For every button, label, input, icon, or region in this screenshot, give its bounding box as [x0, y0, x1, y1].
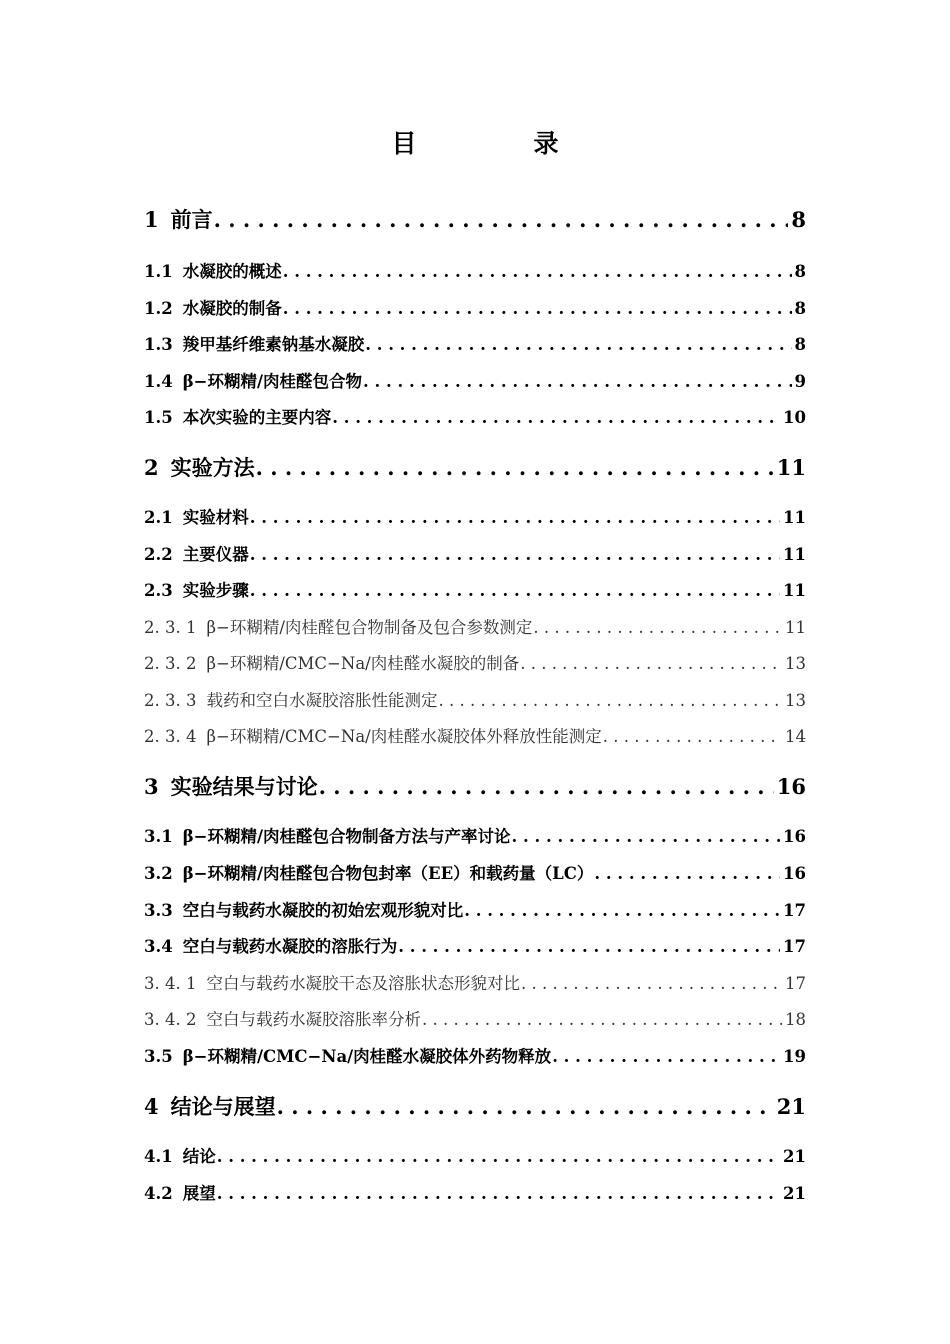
toc-entry-page: 17 — [785, 974, 806, 993]
toc-entry-title: 水凝胶的概述 — [182, 262, 282, 281]
toc-entry-page: 17 — [783, 901, 806, 920]
toc-entry-number: 1.5 — [144, 408, 173, 427]
toc-leader-dots — [552, 1047, 780, 1066]
toc-leader-dots — [256, 455, 774, 480]
toc-entry[interactable] — [144, 368, 806, 392]
toc-entry[interactable] — [144, 860, 806, 884]
toc-entry-number: 1.4 — [144, 372, 173, 391]
toc-entry-number: 3.2 — [144, 864, 173, 883]
toc-entry-number: 3. 4. 2 — [144, 1010, 197, 1029]
toc-leader-dots — [250, 581, 780, 600]
toc-entry-number: 1.3 — [144, 335, 173, 354]
toc-entry[interactable] — [144, 771, 806, 801]
toc-entry-page: 21 — [776, 1094, 806, 1119]
toc-entry[interactable] — [144, 823, 806, 847]
toc-entry[interactable] — [144, 577, 806, 601]
toc-entry-page: 11 — [785, 618, 806, 637]
toc-leader-dots — [521, 974, 782, 993]
toc-leader-dots — [217, 1184, 780, 1203]
toc-entry-title: 空白与载药水凝胶干态及溶胀状态形貌对比 — [206, 974, 520, 993]
toc-leader-dots — [512, 827, 781, 846]
toc-entry-title: 结论与展望 — [170, 1094, 276, 1119]
toc-leader-dots — [277, 1094, 774, 1119]
toc-leader-dots — [520, 654, 782, 673]
toc-entry-number: 2. 3. 1 — [144, 618, 197, 637]
toc-entry[interactable] — [144, 1180, 806, 1204]
toc-entry[interactable] — [144, 541, 806, 565]
toc-entry[interactable] — [144, 204, 806, 234]
toc-entry-title: 羧甲基纤维素钠基水凝胶 — [182, 335, 365, 354]
toc-title: 目 录 — [391, 129, 605, 158]
toc-entry-number: 3. 4. 1 — [144, 974, 197, 993]
toc-entry[interactable] — [144, 897, 806, 921]
toc-entry-page: 21 — [783, 1147, 806, 1166]
toc-entry-number: 3 — [144, 774, 159, 799]
toc-entry[interactable] — [144, 504, 806, 528]
toc-entry[interactable] — [144, 933, 806, 957]
toc-entry-title: β−环糊精/肉桂醛包合物包封率（EE）和载药量（LC） — [182, 864, 594, 883]
toc-entry-title: 主要仪器 — [182, 545, 249, 564]
toc-leader-dots — [438, 691, 782, 710]
toc-leader-dots — [594, 864, 780, 883]
toc-entry-page: 11 — [783, 581, 806, 600]
toc-entry-title: β−环糊精/肉桂醛包合物 — [182, 372, 363, 391]
toc-entry-title: 本次实验的主要内容 — [182, 408, 332, 427]
toc-entry-title: β−环糊精/CMC−Na/肉桂醛水凝胶的制备 — [206, 654, 520, 673]
toc-entry[interactable] — [144, 258, 806, 282]
toc-leader-dots — [533, 618, 782, 637]
toc-entry-title: 前言 — [170, 207, 213, 232]
toc-entry[interactable] — [144, 1043, 806, 1067]
toc-entry-page: 16 — [776, 774, 806, 799]
toc-entry-number: 2.1 — [144, 508, 173, 527]
toc-leader-dots — [250, 545, 780, 564]
toc-entry[interactable] — [144, 970, 806, 994]
toc-entry[interactable] — [144, 331, 806, 355]
toc-entry[interactable] — [144, 1091, 806, 1121]
toc-leader-dots — [464, 901, 780, 920]
toc-leader-dots — [332, 408, 780, 427]
toc-entry-page: 18 — [785, 1010, 806, 1029]
toc-leader-dots — [603, 727, 782, 746]
toc-entry-title: 实验步骤 — [182, 581, 249, 600]
toc-entry-page: 9 — [794, 372, 806, 391]
toc-entry-page: 8 — [794, 262, 806, 281]
toc-leader-dots — [214, 207, 789, 232]
toc-entry-page: 8 — [791, 207, 806, 232]
toc-entry-number: 4.2 — [144, 1184, 173, 1203]
toc-entry-title: 实验材料 — [182, 508, 249, 527]
toc-entry[interactable] — [144, 404, 806, 428]
toc-entry-title: 空白与载药水凝胶的初始宏观形貌对比 — [182, 901, 464, 920]
toc-entry-title: 载药和空白水凝胶溶胀性能测定 — [206, 691, 438, 710]
toc-entry-page: 10 — [783, 408, 806, 427]
toc-entry-title: 空白与载药水凝胶溶胀率分析 — [206, 1010, 421, 1029]
toc-entry-number: 2. 3. 3 — [144, 691, 197, 710]
toc-entry-title: β−环糊精/肉桂醛包合物制备及包合参数测定 — [206, 618, 533, 637]
toc-entry-page: 11 — [776, 455, 806, 480]
toc-entry-title: 空白与载药水凝胶的溶胀行为 — [182, 937, 398, 956]
toc-entry-number: 3.5 — [144, 1047, 173, 1066]
toc-leader-dots — [283, 299, 792, 318]
toc-entry-number: 3.3 — [144, 901, 173, 920]
toc-entry-title: 结论 — [182, 1147, 216, 1166]
toc-entry-number: 2 — [144, 455, 159, 480]
toc-entry-page: 16 — [783, 864, 806, 883]
toc-entry-number: 2. 3. 2 — [144, 654, 197, 673]
toc-leader-dots — [363, 372, 791, 391]
toc-entry-number: 1.1 — [144, 262, 173, 281]
toc-entry[interactable] — [144, 614, 806, 638]
toc-entry-number: 4 — [144, 1094, 159, 1119]
toc-entry-page: 21 — [783, 1184, 806, 1203]
toc-leader-dots — [365, 335, 791, 354]
toc-entry-number: 1.2 — [144, 299, 173, 318]
toc-entry-page: 8 — [794, 299, 806, 318]
toc-entry-page: 17 — [783, 937, 806, 956]
toc-entry-title: β−环糊精/肉桂醛包合物制备方法与产率讨论 — [182, 827, 511, 846]
toc-entry[interactable] — [144, 650, 806, 674]
toc-entry-title: 实验方法 — [170, 455, 255, 480]
toc-entry[interactable] — [144, 1006, 806, 1030]
toc-entry-number: 1 — [144, 207, 159, 232]
toc-leader-dots — [319, 774, 774, 799]
toc-entry-title: β−环糊精/CMC−Na/肉桂醛水凝胶体外药物释放 — [182, 1047, 552, 1066]
toc-entry[interactable] — [144, 723, 806, 747]
toc-entry-number: 2.3 — [144, 581, 173, 600]
toc-entry[interactable] — [144, 1143, 806, 1167]
toc-leader-dots — [398, 937, 780, 956]
toc-entry-title: 水凝胶的制备 — [182, 299, 282, 318]
toc-entry-number: 2. 3. 4 — [144, 727, 197, 746]
toc-entry-page: 16 — [783, 827, 806, 846]
toc-entry-page: 14 — [785, 727, 806, 746]
toc-entry-page: 11 — [783, 545, 806, 564]
toc-entry-page: 13 — [785, 654, 806, 673]
toc-leader-dots — [422, 1010, 782, 1029]
toc-entry-title: β−环糊精/CMC−Na/肉桂醛水凝胶体外释放性能测定 — [206, 727, 602, 746]
toc-leader-dots — [217, 1147, 780, 1166]
toc-leader-dots — [250, 508, 780, 527]
toc-entry-page: 8 — [794, 335, 806, 354]
toc-entry[interactable] — [144, 452, 806, 482]
toc-entry-title: 展望 — [182, 1184, 216, 1203]
toc-entry-title: 实验结果与讨论 — [170, 774, 318, 799]
toc-entry-page: 13 — [785, 691, 806, 710]
toc-entry-number: 3.4 — [144, 937, 173, 956]
toc-entry-number: 4.1 — [144, 1147, 173, 1166]
toc-entry[interactable] — [144, 295, 806, 319]
toc-entry[interactable] — [144, 687, 806, 711]
toc-entry-page: 11 — [783, 508, 806, 527]
toc-entry-number: 3.1 — [144, 827, 173, 846]
toc-entry-number: 2.2 — [144, 545, 173, 564]
toc-leader-dots — [283, 262, 792, 281]
toc-entry-page: 19 — [783, 1047, 806, 1066]
